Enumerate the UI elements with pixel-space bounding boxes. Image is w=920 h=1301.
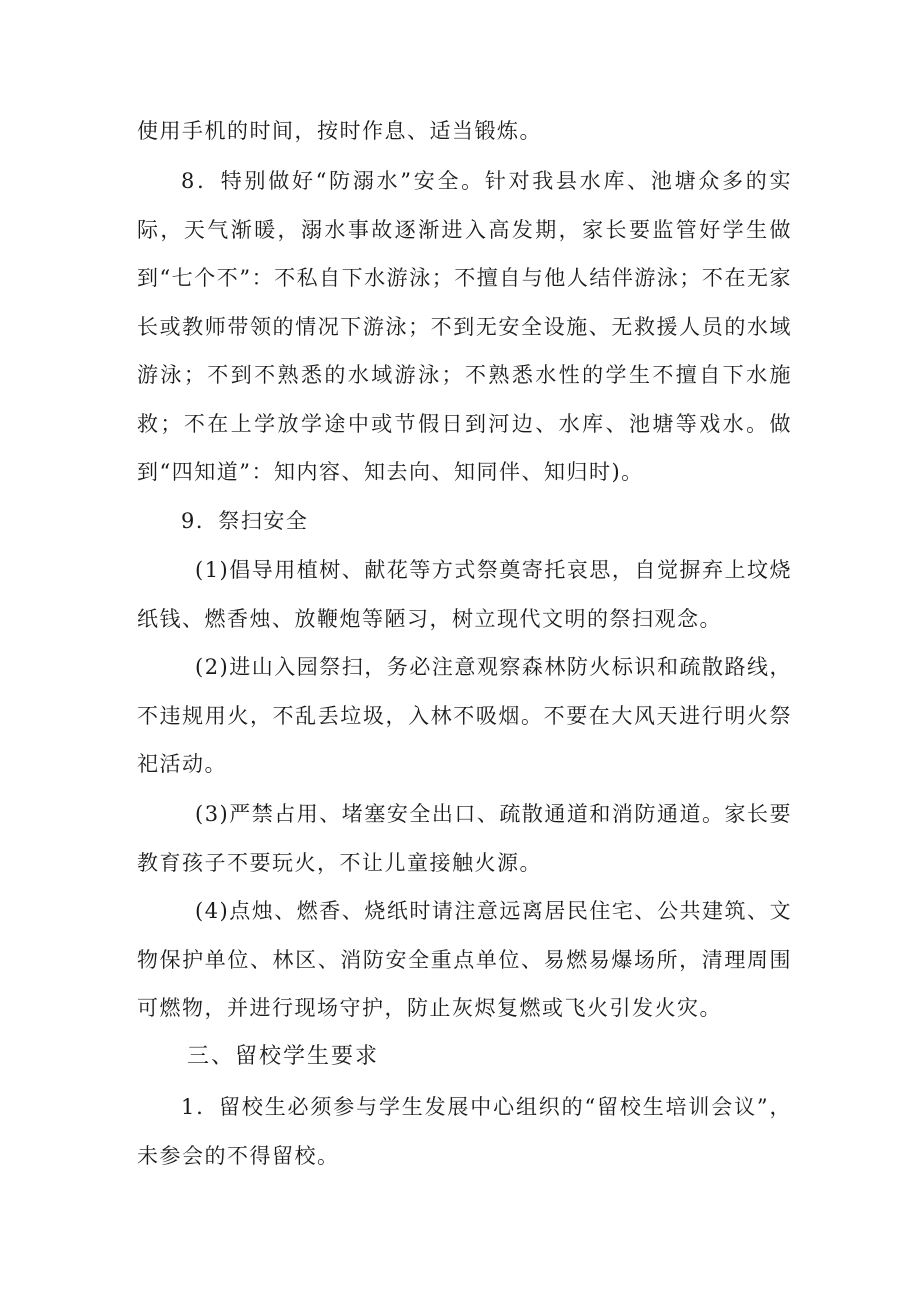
paragraph-item-1: (1)倡导用植树、献花等方式祭奠寄托哀思，自觉摒弃上坟烧纸钱、燃香烛、放鞭炮等陋习，树立现代文明的祭扫观念。 [137, 558, 792, 631]
paragraph-tomb-sweeping-heading: 9．祭扫安全 [181, 509, 309, 533]
paragraph-item-3: (3)严禁占用、堵塞安全出口、疏散通道和消防通道。家长要教育孩子不要玩火，不让儿童接触火源。 [137, 802, 792, 875]
paragraph-phone-time: 使用手机的时间，按时作息、适当锻炼。 [137, 119, 542, 143]
paragraph-drowning-safety: 8．特别做好“防溺水”安全。针对我县水库、池塘众多的实际，天气渐暖，溺水事故逐渐进入高发期，家长要监管好学生做到“七个不”：不私自下水游泳；不擅自与他人结伴游泳；不在无家长或教师带领的情况下游泳；不到无安全设施、无救援人员的水域游泳；不到不熟悉的水域游泳；不熟悉水性的学生不擅自下水施救；不在上学放学途中或节假日到河边、水库、池塘等戏水。做到“四知道”：知内容、知去向、知同伴、知归时)。 [137, 169, 792, 484]
paragraph-item-4: (4)点烛、燃香、烧纸时请注意远离居民住宅、公共建筑、文物保护单位、林区、消防安全重点单位、易燃易爆场所，清理周围可燃物，并进行现场守护，防止灰烬复燃或飞火引发火灾。 [137, 899, 792, 1020]
section-heading-boarding-students: 三、留校学生要求 [187, 1044, 380, 1069]
paragraph-boarding-training: 1．留校生必须参与学生发展中心组织的“留校生培训会议”，未参会的不得留校。 [137, 1095, 792, 1168]
paragraph-item-2: (2)进山入园祭扫，务必注意观察森林防火标识和疏散路线，不违规用火，不乱丢垃圾，入林不吸烟。不要在大风天进行明火祭祀活动。 [137, 655, 792, 776]
